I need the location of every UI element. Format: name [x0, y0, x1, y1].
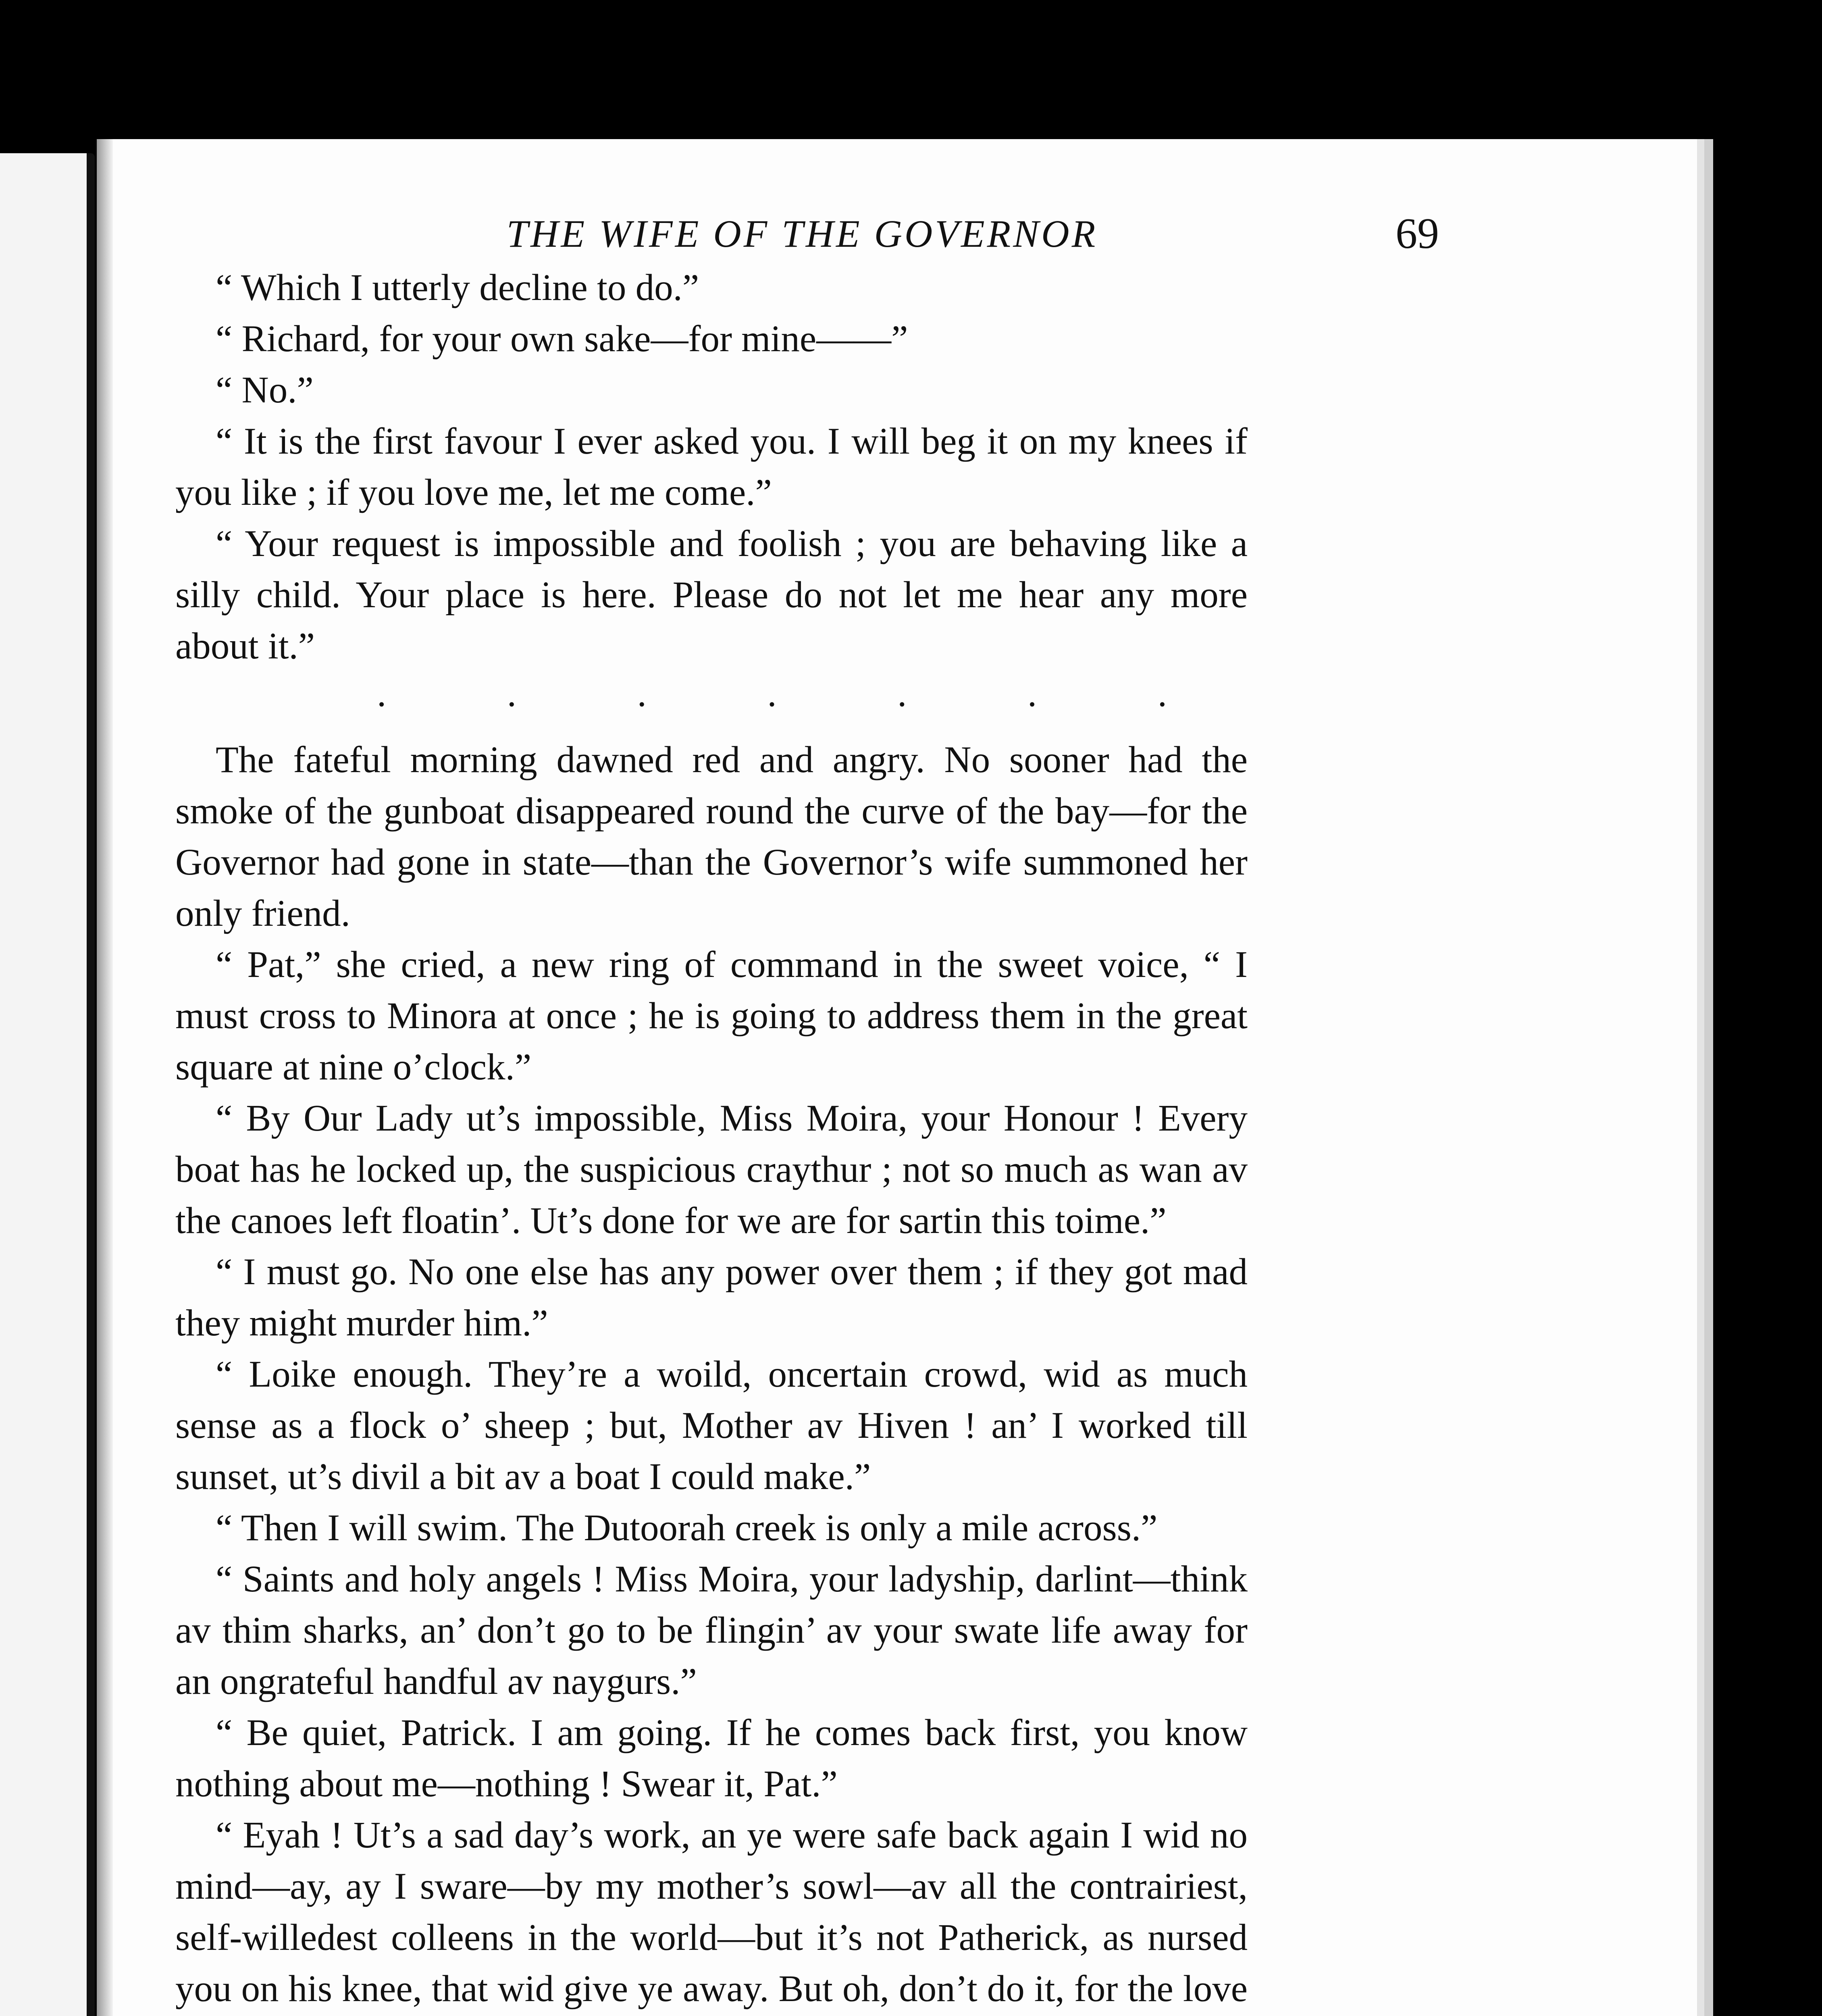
paragraph: “ It is the first favour I ever asked you. I will beg it on my knees if you like ; if you love me, let me come.”	[175, 421, 1248, 513]
section-break-dot: .	[637, 673, 647, 714]
paragraph: “ Saints and holy angels ! Miss Moira, your ladyship, darlint—think av thim sharks, an’ don’t go to be flingin’ av your swate life away for an ongrateful handful av naygurs.”	[175, 1558, 1248, 1702]
running-head	[399, 204, 1439, 264]
body-text	[175, 262, 1248, 2016]
paragraph: “ Then I will swim. The Dutoorah creek is only a mile across.”	[216, 1507, 1158, 1549]
previous-page-edge	[0, 153, 95, 2016]
section-break-dot: .	[897, 673, 907, 714]
section-break-dot: .	[507, 673, 517, 714]
paragraph: “ Which I utterly decline to do.”	[216, 267, 699, 308]
paragraph: “ Loike enough. They’re a woild, oncertain crowd, wid as much sense as a flock o’ sheep ; but, Mother av Hiven ! an’ I worked till sunset, ut’s divil a bit av a boat I could make.”	[175, 1354, 1248, 1497]
paragraph: “ Be quiet, Patrick. I am going. If he comes back first, you know nothing about me—nothing ! Swear it, Pat.”	[175, 1712, 1248, 1805]
paragraph: “ I must go. No one else has any power over them ; if they got mad they might murder him.”	[175, 1251, 1248, 1344]
page-number: 69	[1396, 210, 1439, 258]
paragraph: “ Your request is impossible and foolish ; you are behaving like a silly child. Your place is here. Please do not let me hear any more about it.”	[175, 523, 1248, 667]
section-break-dot: .	[1027, 673, 1037, 714]
paragraph: “ By Our Lady ut’s impossible, Miss Moira, your Honour ! Every boat has he locked up, the suspicious craythur ; not so much as wan av the canoes left floatin’. Ut’s done for we are for sartin this toime.”	[175, 1098, 1248, 1241]
section-break-dot: .	[1157, 673, 1167, 714]
section-break-dot: .	[767, 673, 777, 714]
running-title: THE WIFE OF THE GOVERNOR	[506, 212, 1098, 255]
section-break-dot: .	[377, 673, 387, 714]
paragraph: “ Richard, for your own sake—for mine——”	[216, 318, 908, 360]
section-break	[175, 672, 1248, 723]
gutter-shadow	[97, 139, 113, 2016]
paragraph: The fateful morning dawned red and angry. No sooner had the smoke of the gunboat disappeared round the curve of the bay—for the Governor had gone in state—than the Governor’s wife summoned her only friend.	[175, 739, 1248, 934]
paragraph: “ No.”	[216, 369, 314, 411]
paragraph: “ Eyah ! Ut’s a sad day’s work, an ye were safe back again I wid no mind—ay, ay I sware—by my mother’s sowl—av all the contrairiest, self-willedest colleens in the world—but it’s not Patherick, as nursed you on his knee, that wid give ye away. But oh, don’t do it, for the love	[175, 1814, 1248, 2010]
paragraph: “ Pat,” she cried, a new ring of command in the sweet voice, “ I must cross to Minora at once ; he is going to address them in the great square at nine o’clock.”	[175, 944, 1248, 1088]
